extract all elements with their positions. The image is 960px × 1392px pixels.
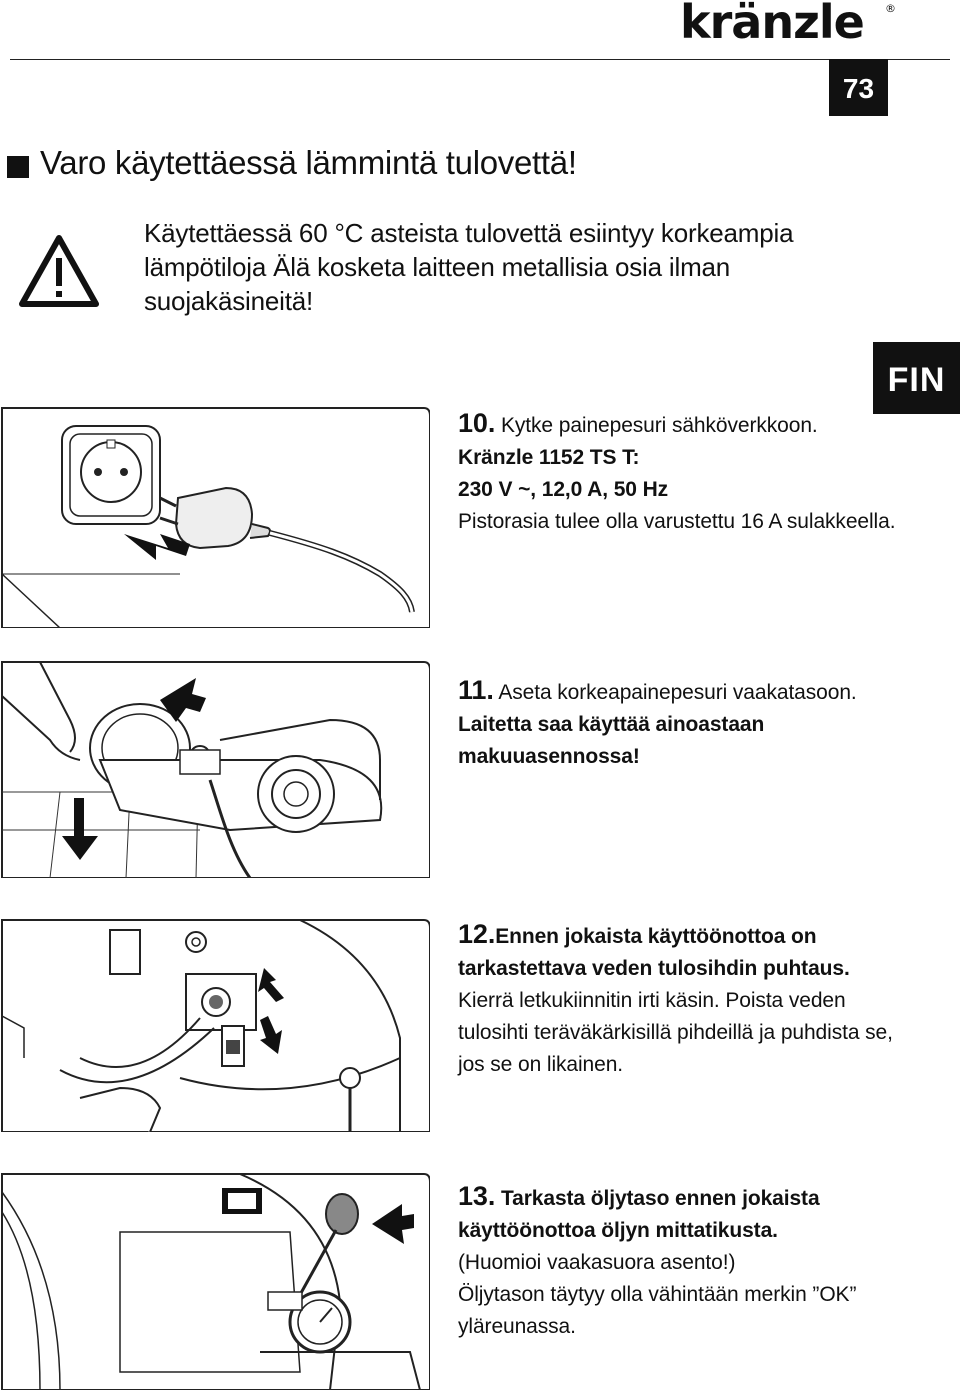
step-10 <box>458 407 898 538</box>
step-11-bold: Laitetta saa käyttää ainoastaan makuuasennossa! <box>458 713 765 768</box>
step-12-number: 12. <box>458 919 496 949</box>
step-10-lead: Kytke painepesuri sähköverkkoon. <box>500 414 818 437</box>
step-10-number: 10. <box>458 408 496 438</box>
step-13-bold: Tarkasta öljytaso ennen jokaista käyttöönottoa öljyn mittatikusta. <box>458 1187 820 1242</box>
step-12-text: Kierrä letkukiinnitin irti käsin. Poista veden tulosihti teräväkärkisillä pihdeillä ja puhdista se, jos se on likainen. <box>458 989 893 1076</box>
oil-dipstick-illustration <box>0 1172 430 1390</box>
step-12 <box>458 918 898 1081</box>
step-10-model: Kränzle 1152 TS T: <box>458 446 640 469</box>
plug-into-socket-illustration <box>0 406 430 628</box>
step-11-lead: Aseta korkeapainepesuri vaakatasoon. <box>498 681 857 704</box>
step-11 <box>458 674 898 773</box>
warning-triangle-icon <box>18 234 100 308</box>
brand-logo: kränzle <box>680 0 864 49</box>
water-inlet-filter-illustration <box>0 918 430 1132</box>
lay-washer-horizontal-illustration <box>0 660 430 878</box>
step-13-number: 13. <box>458 1181 496 1211</box>
language-tab: FIN <box>873 342 960 414</box>
step-10-spec: 230 V ~, 12,0 A, 50 Hz <box>458 478 669 501</box>
step-13 <box>458 1180 898 1343</box>
warning-text: Käytettäessä 60 °C asteista tulovettä esiintyy korkeampia lämpötiloja Älä kosketa laitteen metallisia osia ilman suojakäsineitä! <box>144 218 794 316</box>
page-number: 73 <box>829 59 888 116</box>
step-11-number: 11. <box>458 675 494 705</box>
step-10-note: Pistorasia tulee olla varustettu 16 A sulakkeella. <box>458 510 896 533</box>
header-rule <box>10 59 950 60</box>
step-12-bold: Ennen jokaista käyttöönottoa on tarkastettava veden tulosihdin puhtaus. <box>458 925 850 980</box>
step-13-text: Öljytason täytyy olla vähintään merkin ”OK” yläreunassa. <box>458 1283 857 1338</box>
step-13-note: (Huomioi vaakasuora asento!) <box>458 1251 736 1274</box>
warning-heading: Varo käytettäessä lämmintä tulovettä! <box>40 144 577 181</box>
heading-bullet <box>7 156 29 178</box>
registered-mark: ® <box>885 2 896 15</box>
